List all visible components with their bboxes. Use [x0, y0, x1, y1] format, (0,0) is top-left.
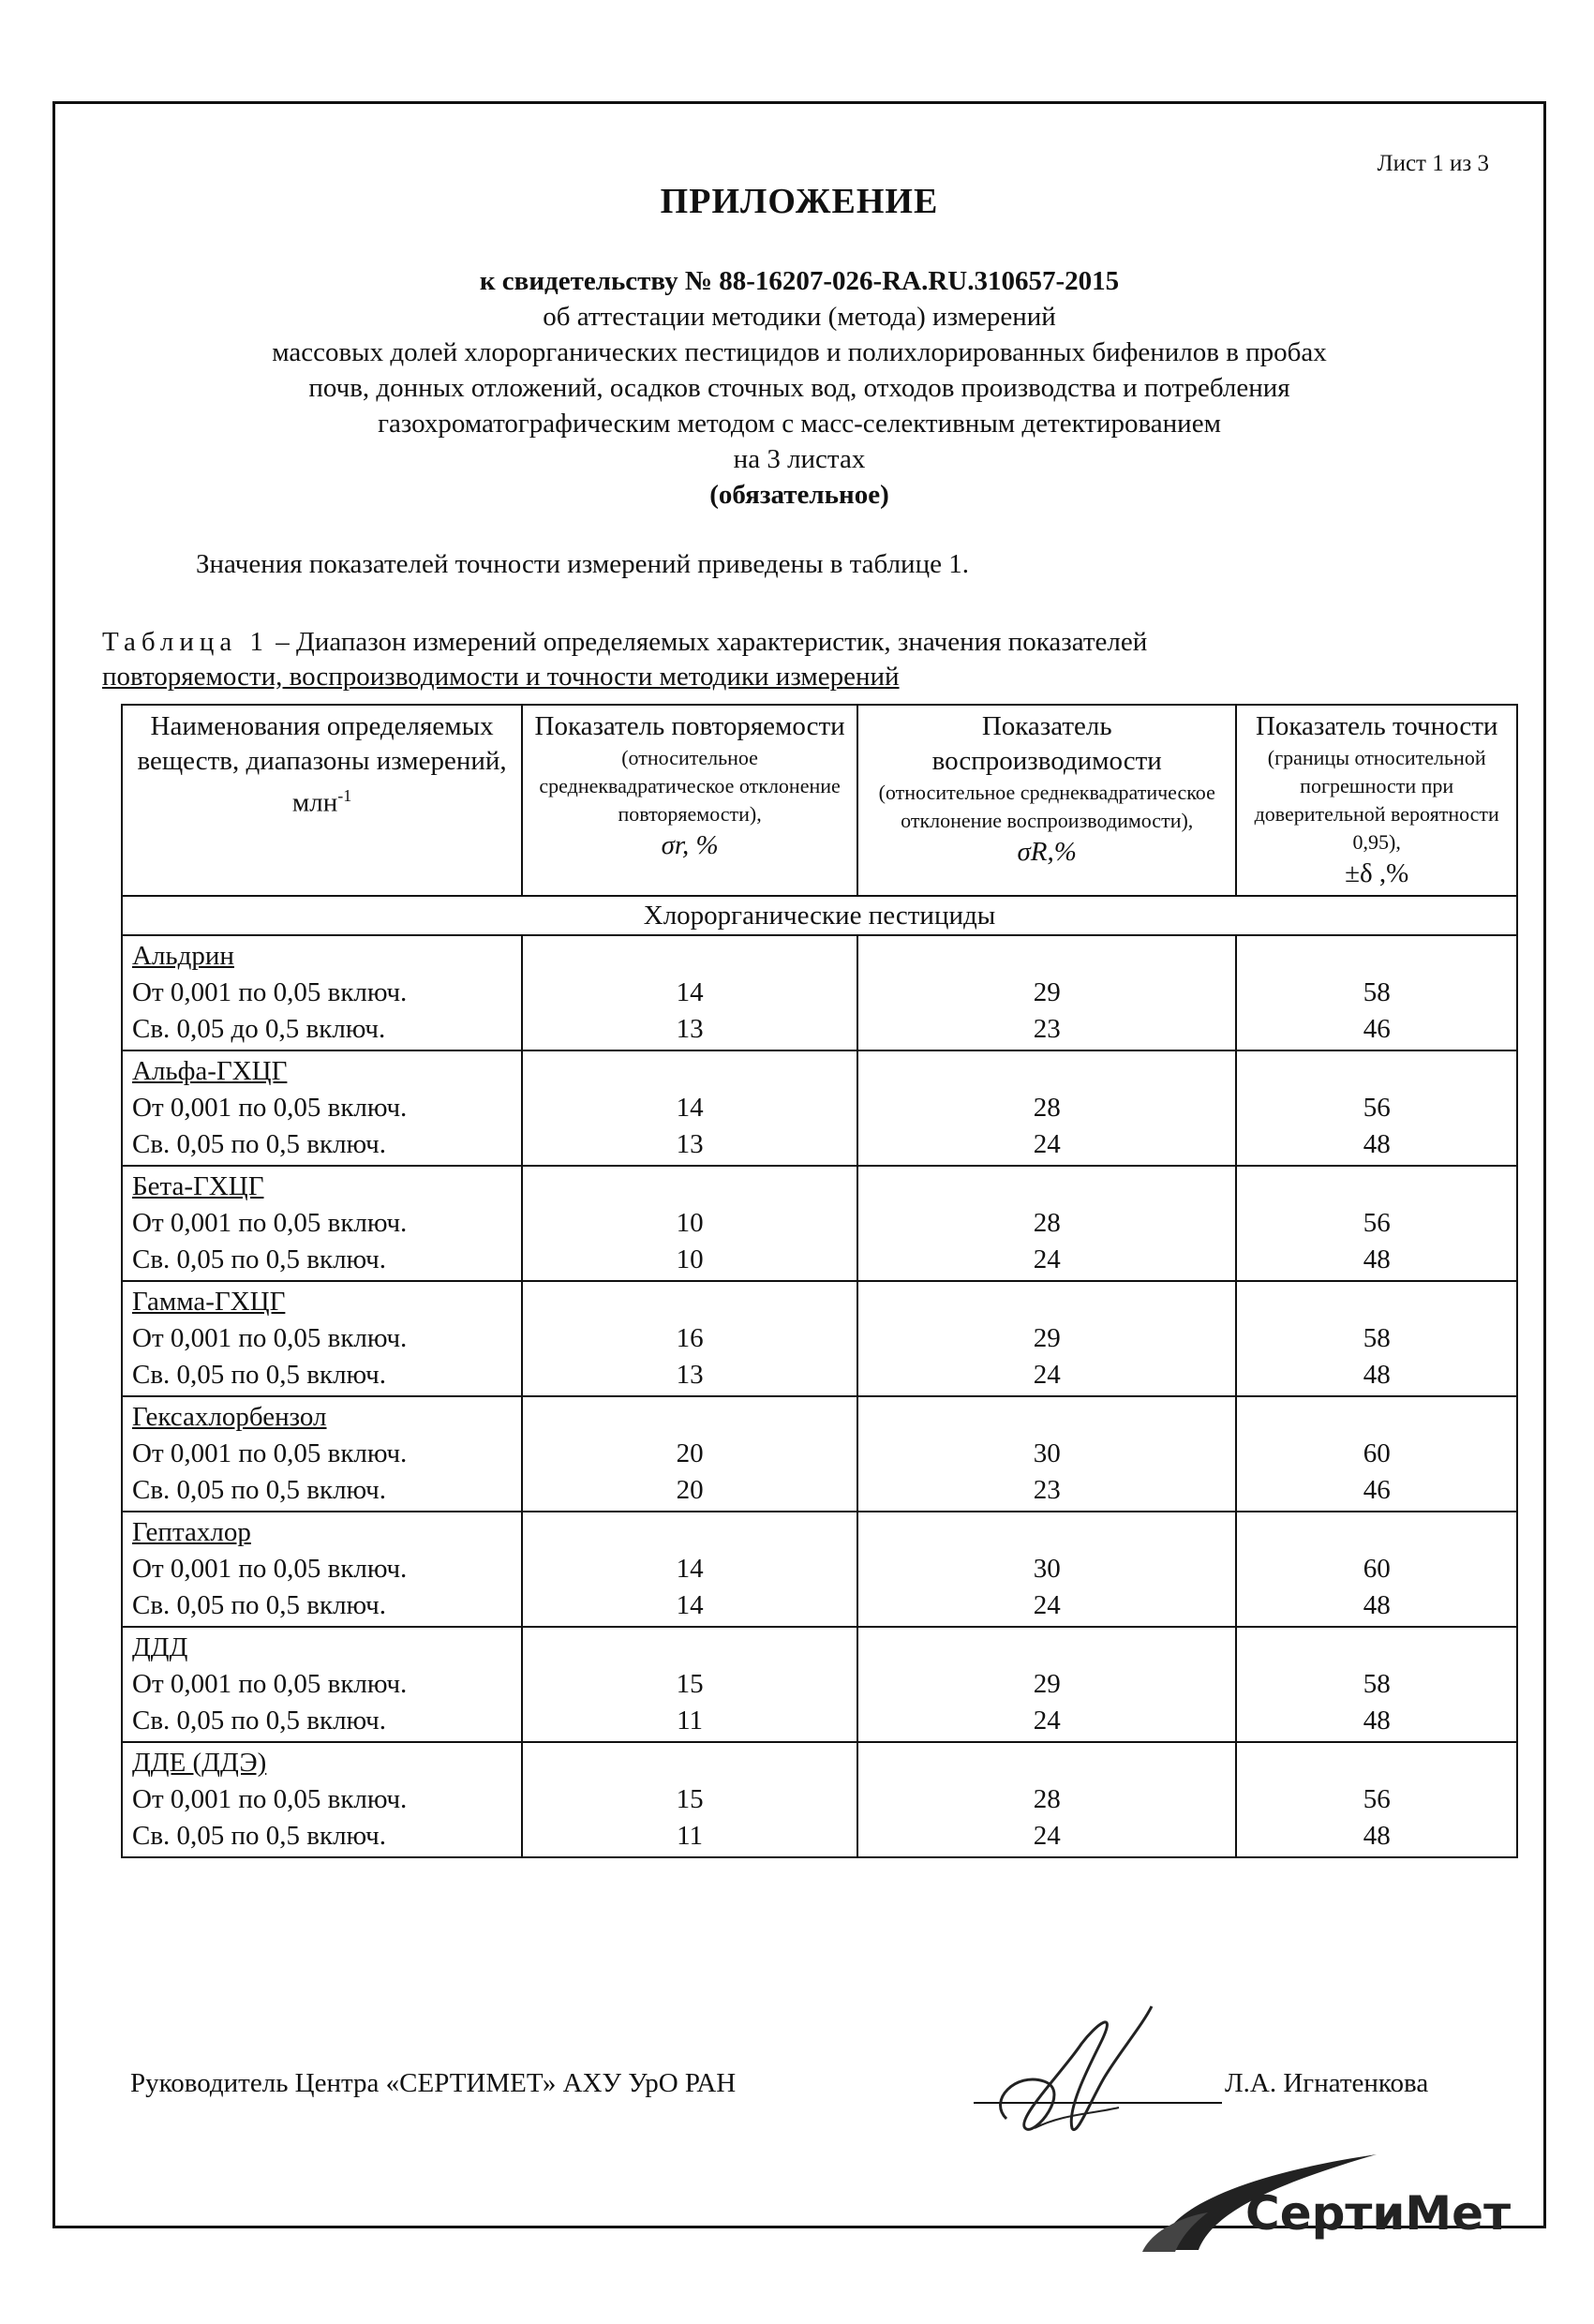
- column-header-repeatability-label: Показатель повторяемости: [534, 711, 845, 741]
- substance-name: Гексахлорбензол: [132, 1402, 327, 1432]
- repeatability-cell: [522, 1281, 857, 1396]
- reproducibility-value: 23: [1033, 1475, 1061, 1505]
- table-row: [122, 1050, 1517, 1166]
- caption-text-2: повторяемости, воспроизводимости и точности методики измерений: [102, 662, 900, 692]
- substance-cell: [122, 1396, 522, 1512]
- reproducibility-value: 29: [1033, 977, 1061, 1007]
- repeatability-cell: [522, 1166, 857, 1281]
- accuracy-value: 58: [1363, 977, 1391, 1007]
- repeatability-value: 20: [676, 1438, 704, 1468]
- reproducibility-cell: [857, 1050, 1236, 1166]
- reproducibility-cell: [857, 935, 1236, 1050]
- column-header-reproducibility-symbol: σR,%: [1017, 837, 1077, 867]
- accuracy-value: 56: [1363, 1093, 1391, 1123]
- accuracy-value: 48: [1363, 1821, 1391, 1851]
- repeatability-value: 15: [676, 1784, 704, 1814]
- column-header-repeatability-symbol: σr, %: [661, 830, 719, 860]
- reproducibility-value: 24: [1033, 1706, 1061, 1736]
- reproducibility-cell: [857, 1396, 1236, 1512]
- accuracy-cell: [1236, 1512, 1517, 1627]
- signatory-name: Л.А. Игнатенкова: [1225, 2068, 1429, 2098]
- substance-name: Бета-ГХЦГ: [132, 1171, 264, 1201]
- column-header-repeatability-note: (относительное среднеквадратическое отклонение повторяемости),: [539, 746, 841, 826]
- caption-label: Таблица 1: [102, 627, 270, 657]
- company-logo: [1124, 2147, 1527, 2269]
- range-label: От 0,001 по 0,05 включ.: [132, 1093, 408, 1123]
- repeatability-value: 16: [676, 1323, 704, 1353]
- column-header-repeatability: [522, 705, 857, 896]
- range-label: От 0,001 по 0,05 включ.: [132, 1323, 408, 1353]
- reproducibility-cell: [857, 1742, 1236, 1857]
- column-header-reproducibility-label: Показатель воспроизводимости: [931, 711, 1162, 776]
- range-label: От 0,001 по 0,05 включ.: [132, 1554, 408, 1584]
- substance-name: ДДД: [132, 1632, 188, 1662]
- accuracy-value: 58: [1363, 1669, 1391, 1699]
- substance-cell: [122, 935, 522, 1050]
- accuracy-value: 48: [1363, 1129, 1391, 1159]
- repeatability-value: 20: [676, 1475, 704, 1505]
- range-label: От 0,001 по 0,05 включ.: [132, 977, 408, 1007]
- accuracy-cell: [1236, 1396, 1517, 1512]
- document-header: [55, 263, 1543, 513]
- table-row: [122, 1396, 1517, 1512]
- logo-text: СертиМет: [1245, 2186, 1512, 2241]
- accuracy-cell: [1236, 1627, 1517, 1742]
- reproducibility-value: 24: [1033, 1590, 1061, 1620]
- accuracy-value: 48: [1363, 1360, 1391, 1390]
- substance-name: Альдрин: [132, 941, 234, 971]
- accuracy-cell: [1236, 1742, 1517, 1857]
- range-label: Св. 0,05 по 0,5 включ.: [132, 1590, 386, 1620]
- reproducibility-value: 28: [1033, 1093, 1061, 1123]
- column-header-reproducibility: [857, 705, 1236, 896]
- repeatability-cell: [522, 1512, 857, 1627]
- repeatability-cell: [522, 935, 857, 1050]
- column-header-reproducibility-note: (относительное среднеквадратическое отклонение воспроизводимости),: [878, 781, 1215, 832]
- repeatability-value: 13: [676, 1014, 704, 1044]
- column-header-accuracy: [1236, 705, 1517, 896]
- table-row: [122, 1281, 1517, 1396]
- column-header-substance: [122, 705, 522, 896]
- substance-cell: [122, 1166, 522, 1281]
- header-line-6: (обязательное): [709, 480, 889, 510]
- substance-name: Гептахлор: [132, 1517, 251, 1547]
- signatory-position: Руководитель Центра «СЕРТИМЕТ» АХУ УрО РАН: [130, 2068, 737, 2098]
- accuracy-value: 56: [1363, 1208, 1391, 1238]
- substance-name: ДДЕ (ДДЭ): [132, 1748, 267, 1778]
- header-line-2: массовых долей хлорорганических пестицидов и полихлорированных бифенилов в пробах: [272, 337, 1327, 367]
- reproducibility-cell: [857, 1281, 1236, 1396]
- certificate-line: к свидетельству № 88-16207-026-RA.RU.310657-2015: [479, 266, 1120, 296]
- column-header-accuracy-note: (границы относительной погрешности при доверительной вероятности 0,95),: [1254, 746, 1499, 854]
- substance-name: Гамма-ГХЦГ: [132, 1287, 286, 1317]
- column-header-accuracy-symbol: ±δ ,%: [1345, 858, 1409, 888]
- sheet-number: Лист 1 из 3: [1377, 151, 1489, 176]
- accuracy-value: 56: [1363, 1784, 1391, 1814]
- repeatability-value: 13: [676, 1360, 704, 1390]
- table-row: [122, 1512, 1517, 1627]
- document-frame: [52, 101, 1546, 2241]
- substance-name: Альфа-ГХЦГ: [132, 1056, 288, 1086]
- table-body: [122, 896, 1517, 1857]
- reproducibility-value: 29: [1033, 1323, 1061, 1353]
- substance-cell: [122, 1627, 522, 1742]
- document-title: ПРИЛОЖЕНИЕ: [660, 182, 939, 221]
- range-label: Св. 0,05 по 0,5 включ.: [132, 1821, 386, 1851]
- substance-cell: [122, 1742, 522, 1857]
- repeatability-value: 10: [676, 1244, 704, 1274]
- range-label: Св. 0,05 по 0,5 включ.: [132, 1475, 386, 1505]
- repeatability-cell: [522, 1050, 857, 1166]
- section-header: Хлорорганические пестициды: [122, 896, 1517, 935]
- accuracy-value: 46: [1363, 1014, 1391, 1044]
- substance-cell: [122, 1050, 522, 1166]
- table-caption: [102, 625, 1497, 694]
- reproducibility-value: 24: [1033, 1244, 1061, 1274]
- accuracy-cell: [1236, 1166, 1517, 1281]
- range-label: Св. 0,05 по 0,5 включ.: [132, 1244, 386, 1274]
- accuracy-cell: [1236, 1281, 1517, 1396]
- repeatability-cell: [522, 1627, 857, 1742]
- reproducibility-value: 30: [1033, 1554, 1061, 1584]
- repeatability-value: 14: [676, 1554, 704, 1584]
- reproducibility-value: 24: [1033, 1821, 1061, 1851]
- accuracy-value: 46: [1363, 1475, 1391, 1505]
- range-label: От 0,001 по 0,05 включ.: [132, 1784, 408, 1814]
- reproducibility-cell: [857, 1627, 1236, 1742]
- substance-cell: [122, 1281, 522, 1396]
- column-header-substance-sup: -1: [337, 786, 352, 805]
- range-label: От 0,001 по 0,05 включ.: [132, 1669, 408, 1699]
- repeatability-value: 11: [677, 1821, 704, 1851]
- accuracy-table: [121, 704, 1518, 1858]
- table-row: [122, 1166, 1517, 1281]
- intro-paragraph: Значения показателей точности измерений приведены в таблице 1.: [196, 549, 969, 579]
- reproducibility-value: 28: [1033, 1784, 1061, 1814]
- header-line-5: на 3 листах: [733, 444, 866, 474]
- column-header-substance-label: Наименования определяемых веществ, диапазоны измерений, млн: [137, 711, 507, 818]
- range-label: Св. 0,05 по 0,5 включ.: [132, 1360, 386, 1390]
- repeatability-cell: [522, 1396, 857, 1512]
- repeatability-value: 14: [676, 977, 704, 1007]
- range-label: От 0,001 по 0,05 включ.: [132, 1208, 408, 1238]
- range-label: Св. 0,05 по 0,5 включ.: [132, 1706, 386, 1736]
- header-line-4: газохроматографическим методом с масс-селективным детектированием: [378, 409, 1221, 439]
- reproducibility-value: 24: [1033, 1360, 1061, 1390]
- caption-text-1: – Диапазон измерений определяемых характеристик, значения показателей: [269, 627, 1148, 657]
- substance-cell: [122, 1512, 522, 1627]
- table-row: [122, 1742, 1517, 1857]
- reproducibility-value: 23: [1033, 1014, 1061, 1044]
- repeatability-value: 14: [676, 1093, 704, 1123]
- table-row: [122, 1627, 1517, 1742]
- repeatability-value: 15: [676, 1669, 704, 1699]
- reproducibility-value: 28: [1033, 1208, 1061, 1238]
- repeatability-value: 14: [676, 1590, 704, 1620]
- accuracy-value: 48: [1363, 1244, 1391, 1274]
- header-line-1: об аттестации методики (метода) измерений: [543, 302, 1056, 332]
- handwritten-signature: [978, 1988, 1166, 2147]
- accuracy-value: 60: [1363, 1438, 1391, 1468]
- range-label: От 0,001 по 0,05 включ.: [132, 1438, 408, 1468]
- accuracy-cell: [1236, 935, 1517, 1050]
- header-line-3: почв, донных отложений, осадков сточных вод, отходов производства и потребления: [308, 373, 1290, 403]
- reproducibility-value: 29: [1033, 1669, 1061, 1699]
- reproducibility-value: 30: [1033, 1438, 1061, 1468]
- reproducibility-value: 24: [1033, 1129, 1061, 1159]
- repeatability-value: 10: [676, 1208, 704, 1238]
- column-header-accuracy-label: Показатель точности: [1255, 711, 1498, 741]
- table-row: [122, 935, 1517, 1050]
- reproducibility-cell: [857, 1512, 1236, 1627]
- accuracy-value: 60: [1363, 1554, 1391, 1584]
- repeatability-cell: [522, 1742, 857, 1857]
- repeatability-value: 13: [676, 1129, 704, 1159]
- accuracy-value: 48: [1363, 1706, 1391, 1736]
- accuracy-value: 58: [1363, 1323, 1391, 1353]
- range-label: Св. 0,05 до 0,5 включ.: [132, 1014, 386, 1044]
- repeatability-value: 11: [677, 1706, 704, 1736]
- reproducibility-cell: [857, 1166, 1236, 1281]
- accuracy-cell: [1236, 1050, 1517, 1166]
- accuracy-value: 48: [1363, 1590, 1391, 1620]
- range-label: Св. 0,05 по 0,5 включ.: [132, 1129, 386, 1159]
